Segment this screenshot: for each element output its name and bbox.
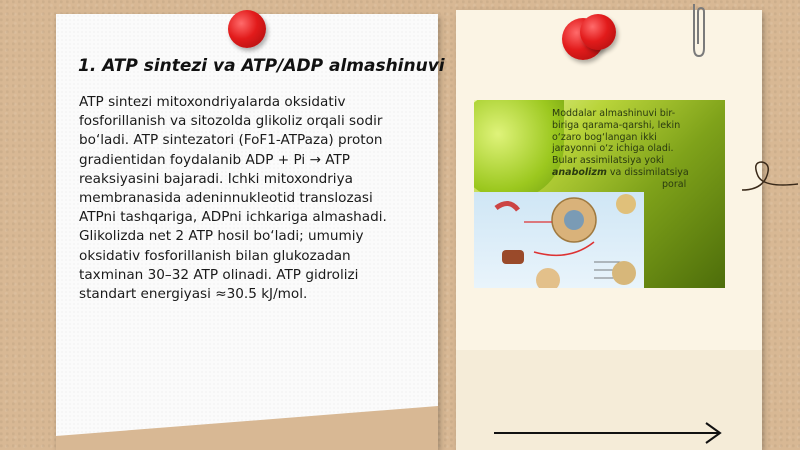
slide-body-text: ATP sintezi mitoxondriyalarda oksidativ fosforillanish va sitozolda glikoliz orqali sodir bo‘ladi. ATP sintezatori (FoF1-ATPaza) proton gradientidan foydalanib ADP + Pi → ATP reaksiyasini bajaradi. Ichki mitoxondriya membranasida adeninnukleotid translozasi ATPni tashqariga, ADPni ichkariga almashadi. Glikolizda net 2 ATP hosil bo‘ladi; umumiy oksidativ fosforillanish bilan glukozadan taxminan 30–32 ATP olinadi. ATP gidrolizi standart energiyasi ≈30.5 kJ/mol. <box>79 94 387 303</box>
cell-graphic <box>609 258 639 288</box>
push-pin-icon <box>228 10 266 48</box>
slide-heading: 1. ATP sintezi va ATP/ADP almashinuvi <box>78 56 445 76</box>
cell-graphic <box>614 192 654 232</box>
long-arrow-right-icon <box>494 421 724 445</box>
push-pin-icon <box>580 14 616 50</box>
biology-photo <box>474 100 725 288</box>
paperclip-icon <box>688 0 710 60</box>
photo-caption: Moddalar almashinuvi bir- biriga qarama-qarshi, lekin o‘zaro bog‘langan ikki jarayonni o‘z ichiga oladi. Bular assimilatsiya yoki anabolizm va dissimilatsiya poral <box>552 108 689 190</box>
squiggle-decoration <box>740 150 800 210</box>
torn-edge-decoration <box>56 406 438 450</box>
leaf-graphic <box>474 100 564 200</box>
